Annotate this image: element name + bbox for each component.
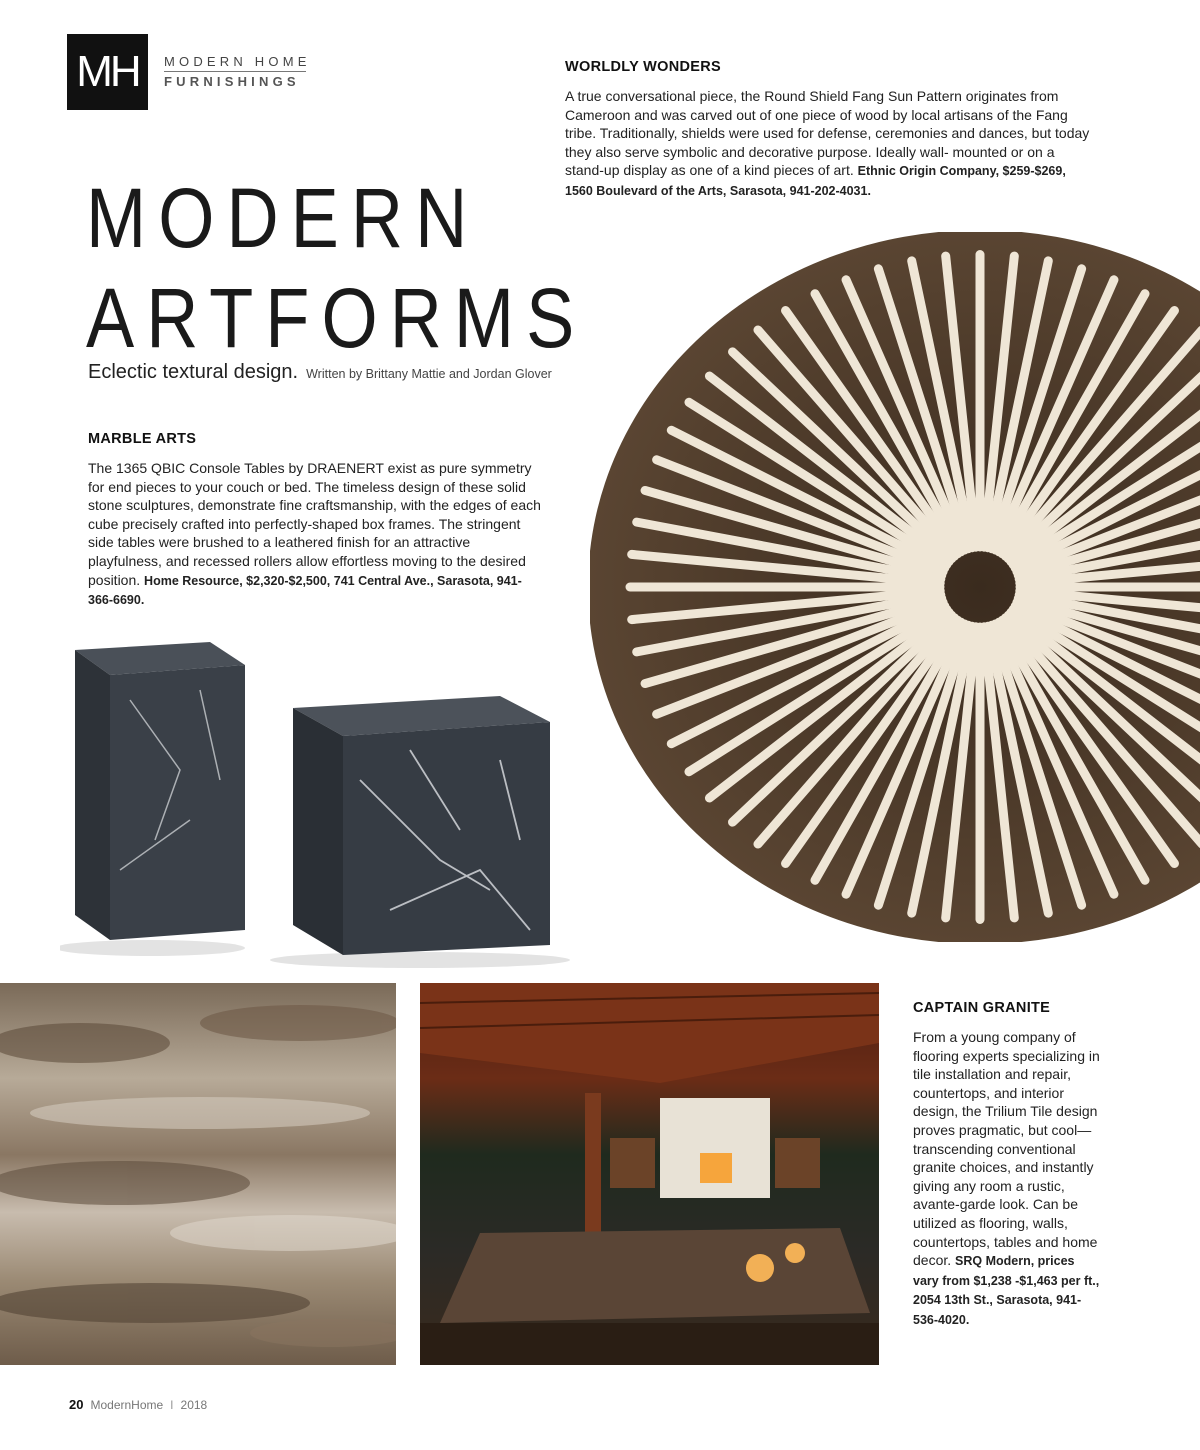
footer-separator: I [170, 1398, 174, 1412]
page-footer [69, 1397, 207, 1412]
title-line-1: MODERN [86, 171, 480, 265]
logo-line-1: MODERN HOME [164, 54, 311, 69]
issue-year: 2018 [180, 1398, 208, 1412]
granite-texture-image [0, 983, 396, 1365]
article-body [88, 459, 543, 610]
article-credit: Ethnic Origin Company, $259-$269, 1560 Boulevard of the Arts, Sarasota, 941-202-4031. [565, 164, 1066, 198]
marble-cubes-image [60, 630, 580, 970]
subtitle-text: Eclectic textural design. [88, 361, 299, 383]
tall-cube-side [75, 650, 110, 940]
shield-image [590, 232, 1200, 942]
logo-mark: MH [67, 34, 148, 110]
patio-illustration [420, 983, 879, 1365]
shield-illustration [590, 232, 1200, 942]
article-body-text: The 1365 QBIC Console Tables by DRAENERT exist as pure symmetry for end pieces to your couch or bed. The timeless design of these solid stone sculptures, demonstrate fine craftsmanship, with the edges of each cube precisely crafted into perfectly-shaped box frames. The stringent side tables were brushed to a leathered finish for an attractive playfulness, and recessed rollers allow effortless moving to the desired position. [88, 460, 541, 588]
fire-glow [700, 1153, 732, 1183]
article-captain-granite [913, 1000, 1103, 1330]
article-marble-arts [88, 431, 543, 610]
cube-side [293, 708, 343, 955]
article-heading: MARBLE ARTS [88, 431, 197, 447]
title-line-2: ARTFORMS [86, 271, 587, 365]
article-body-text: A true conversational piece, the Round Shield Fang Sun Pattern originates from Cameroon and was carved out of one piece of wood by local artisans of the Fang tribe. Traditionally, shields were used for defense, ceremonies and dances, but today they also serve symbolic and decorative purpose. Ideally wall- mounted or on a stand-up display as one of a kind pieces of art. [565, 88, 1090, 179]
article-body [913, 1028, 1103, 1330]
dining-table [440, 1228, 870, 1323]
article-worldly-wonders [565, 59, 1095, 201]
patio-image [420, 983, 879, 1365]
logo-line-2: FURNISHINGS [164, 74, 300, 89]
article-heading: WORLDLY WONDERS [565, 59, 721, 75]
tall-cube-front [110, 665, 245, 940]
logo-divider [164, 71, 306, 72]
publication-logo [67, 34, 311, 110]
logo-wordmark [164, 54, 311, 90]
page-subtitle [88, 361, 552, 384]
page-number: 20 [69, 1397, 84, 1412]
marble-cubes-illustration [60, 630, 580, 970]
article-heading: CAPTAIN GRANITE [913, 1000, 1051, 1016]
article-body [565, 87, 1095, 201]
article-credit: SRQ Modern, prices vary from $1,238 -$1,463 per ft., 2054 13th St., Sarasota, 941-536-4020. [913, 1254, 1100, 1327]
publication-name: ModernHome [90, 1398, 164, 1412]
byline: Written by Brittany Mattie and Jordan Glover [306, 367, 552, 381]
article-credit: Home Resource, $2,320-$2,500, 741 Central Ave., Sarasota, 941-366-6690. [88, 573, 522, 608]
article-body-text: From a young company of flooring experts specializing in tile installation and repair, countertops, and interior design, the Trilium Tile design proves pragmatic, but cool—transcending conventional granite choices, and instantly giving any room a rustic, avante-garde look. Can be utilized as flooring, walls, countertops, tables and home decor. [913, 1029, 1100, 1269]
granite-texture-illustration [0, 983, 396, 1365]
